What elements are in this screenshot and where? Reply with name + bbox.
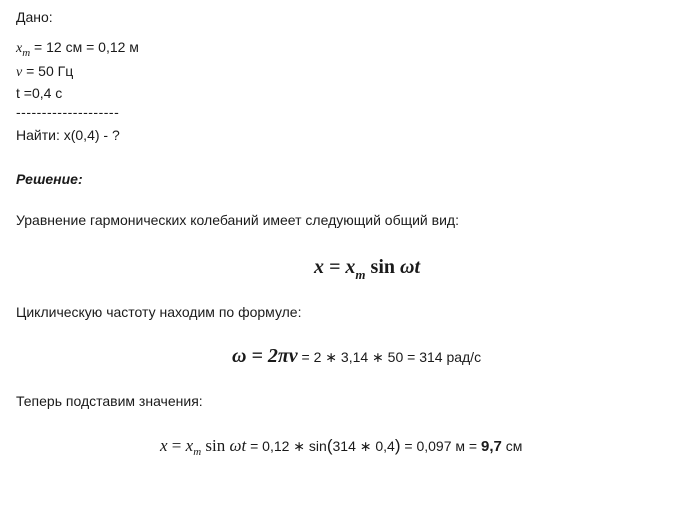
eq1-arg: ωt — [400, 256, 421, 278]
solution-heading: Решение: — [16, 171, 83, 187]
eq3-sin: sin — [201, 436, 230, 455]
given-heading: Дано: — [16, 9, 53, 25]
intro-text: Уравнение гармонических колебаний имеет следующий общий вид: — [16, 212, 459, 228]
eq3-tail: = 0,097 м = — [400, 438, 481, 454]
eq3-paren-open: ( — [326, 436, 333, 455]
eq3-arg: ωt — [229, 436, 247, 455]
nu-symbol: ν — [16, 65, 23, 80]
equation-general — [314, 254, 420, 282]
equation-substitution — [160, 433, 522, 461]
xm-symbol: x — [16, 41, 23, 56]
eq3-result: 9,7 — [480, 438, 502, 455]
given-xm-line — [16, 38, 139, 58]
eq1-sin: sin — [365, 256, 400, 278]
eq3-xm: x — [185, 436, 194, 455]
xm-value: = 12 см = 0,12 м — [30, 39, 139, 55]
given-t-line: t =0,4 с — [16, 85, 63, 101]
separator-line: -------------------- — [16, 104, 120, 120]
equation-frequency — [232, 343, 481, 370]
subst-text: Теперь подставим значения: — [16, 393, 203, 409]
eq2-rhs: = 2 ∗ 3,14 ∗ 50 = 314 рад/с — [297, 349, 482, 365]
eq3-lhs: x — [160, 436, 168, 455]
eq3-mid: = 0,12 ∗ sin — [246, 438, 327, 454]
eq3-paren-close: ) — [394, 436, 401, 455]
xm-subscript: m — [22, 47, 31, 59]
find-line: Найти: x(0,4) - ? — [16, 127, 120, 143]
given-nu-line — [16, 62, 73, 82]
eq3-eq: = — [167, 436, 186, 455]
freq-text: Циклическую частоту находим по формуле: — [16, 304, 302, 320]
eq1-xm: x — [345, 256, 356, 278]
eq1-eq: = — [324, 256, 346, 278]
eq3-unit: см — [501, 438, 523, 454]
eq1-sub: m — [355, 267, 366, 282]
eq3-inner: 314 ∗ 0,4 — [332, 438, 395, 454]
nu-value: = 50 Гц — [22, 63, 74, 79]
eq2-lhs: ω = 2πν — [232, 345, 298, 367]
eq3-sub: m — [193, 446, 202, 458]
eq1-lhs: x — [314, 256, 324, 278]
